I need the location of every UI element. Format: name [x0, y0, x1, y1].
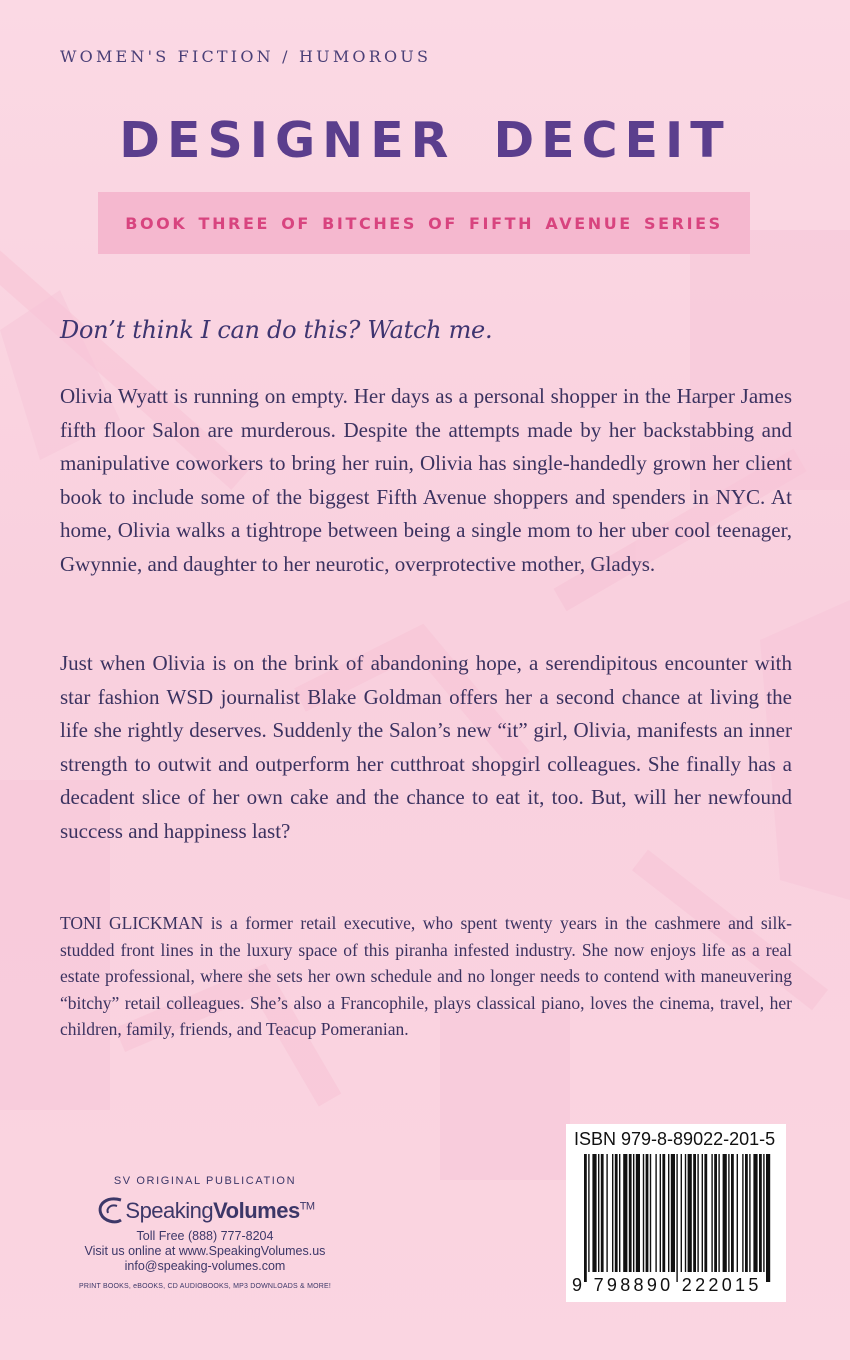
description-paragraph-1: Olivia Wyatt is running on empty. Her days as a personal shopper in the Harper James fifth floor Salon are murderous. Despite the attempts made by her backstabbing and manipulative coworkers to bring her ruin, Olivia has single-handedly grown her client book to include some of the biggest Fifth Avenue shoppers and spenders in NYC. At home, Olivia walks a tightrope between being a single mom to her uber cool teenager, Gwynnie, and daughter to her neurotic, overprotective mother, Gladys. [60, 384, 792, 576]
publisher-website: Visit us online at www.SpeakingVolumes.us [84, 1244, 326, 1258]
book-title: DESIGNER DECEIT [119, 112, 731, 169]
publisher-email: info@speaking-volumes.com [124, 1259, 286, 1273]
series-label: BOOK THREE OF BITCHES OF FIFTH AVENUE SERIES [125, 213, 723, 233]
isbn-digits: 9 798890 222015 [572, 1275, 762, 1295]
isbn-label: ISBN 979-8-89022-201-5 [574, 1129, 776, 1149]
publisher-label: SV ORIGINAL PUBLICATION [113, 1175, 297, 1187]
swirl-logo-icon [95, 1194, 125, 1228]
barcode-bars [572, 1154, 782, 1286]
publisher-logo [60, 1193, 350, 1229]
description-paragraph-2: Just when Olivia is on the brink of abandoning hope, a serendipitous encounter with star fashion WSD journalist Blake Goldman offers her a second chance at living the life she rightly deserves. Suddenly the Salon’s new “it” girl, Olivia, manifests an inner strength to outwit and outperform her cutthroat shopgirl colleagues. She finally has a decadent slice of her own cake and the chance to eat it, too. But, will her newfound success and happiness last? [60, 651, 792, 843]
genre-label: WOMEN'S FICTION / HUMOROUS [60, 47, 432, 66]
publisher-block [60, 1175, 350, 1290]
series-banner [98, 192, 750, 254]
logo-word-speaking: Speaking [125, 1198, 214, 1223]
tagline: Don’t think I can do this? Watch me. [60, 316, 493, 344]
publisher-phone: Toll Free (888) 777-8204 [136, 1229, 274, 1243]
trademark-mark: TM [299, 1200, 315, 1213]
isbn-barcode [566, 1124, 786, 1302]
logo-word-volumes: Volumes [213, 1198, 300, 1223]
publisher-tagline: PRINT BOOKS, eBOOKS, CD AUDIOBOOKS, MP3 DOWNLOADS & MORE! [78, 1283, 332, 1290]
author-bio: TONI GLICKMAN is a former retail executive, who spent twenty years in the cashmere and silk-studded front lines in the luxury space of this piranha infested industry. She now enjoys life as a real estate professional, where she sets her own schedule and no longer needs to contend with maneuvering “bitchy” retail colleagues. She’s also a Francophile, plays classical piano, loves the cinema, travel, her children, family, friends, and Teacup Pomeranian. [60, 913, 792, 1039]
